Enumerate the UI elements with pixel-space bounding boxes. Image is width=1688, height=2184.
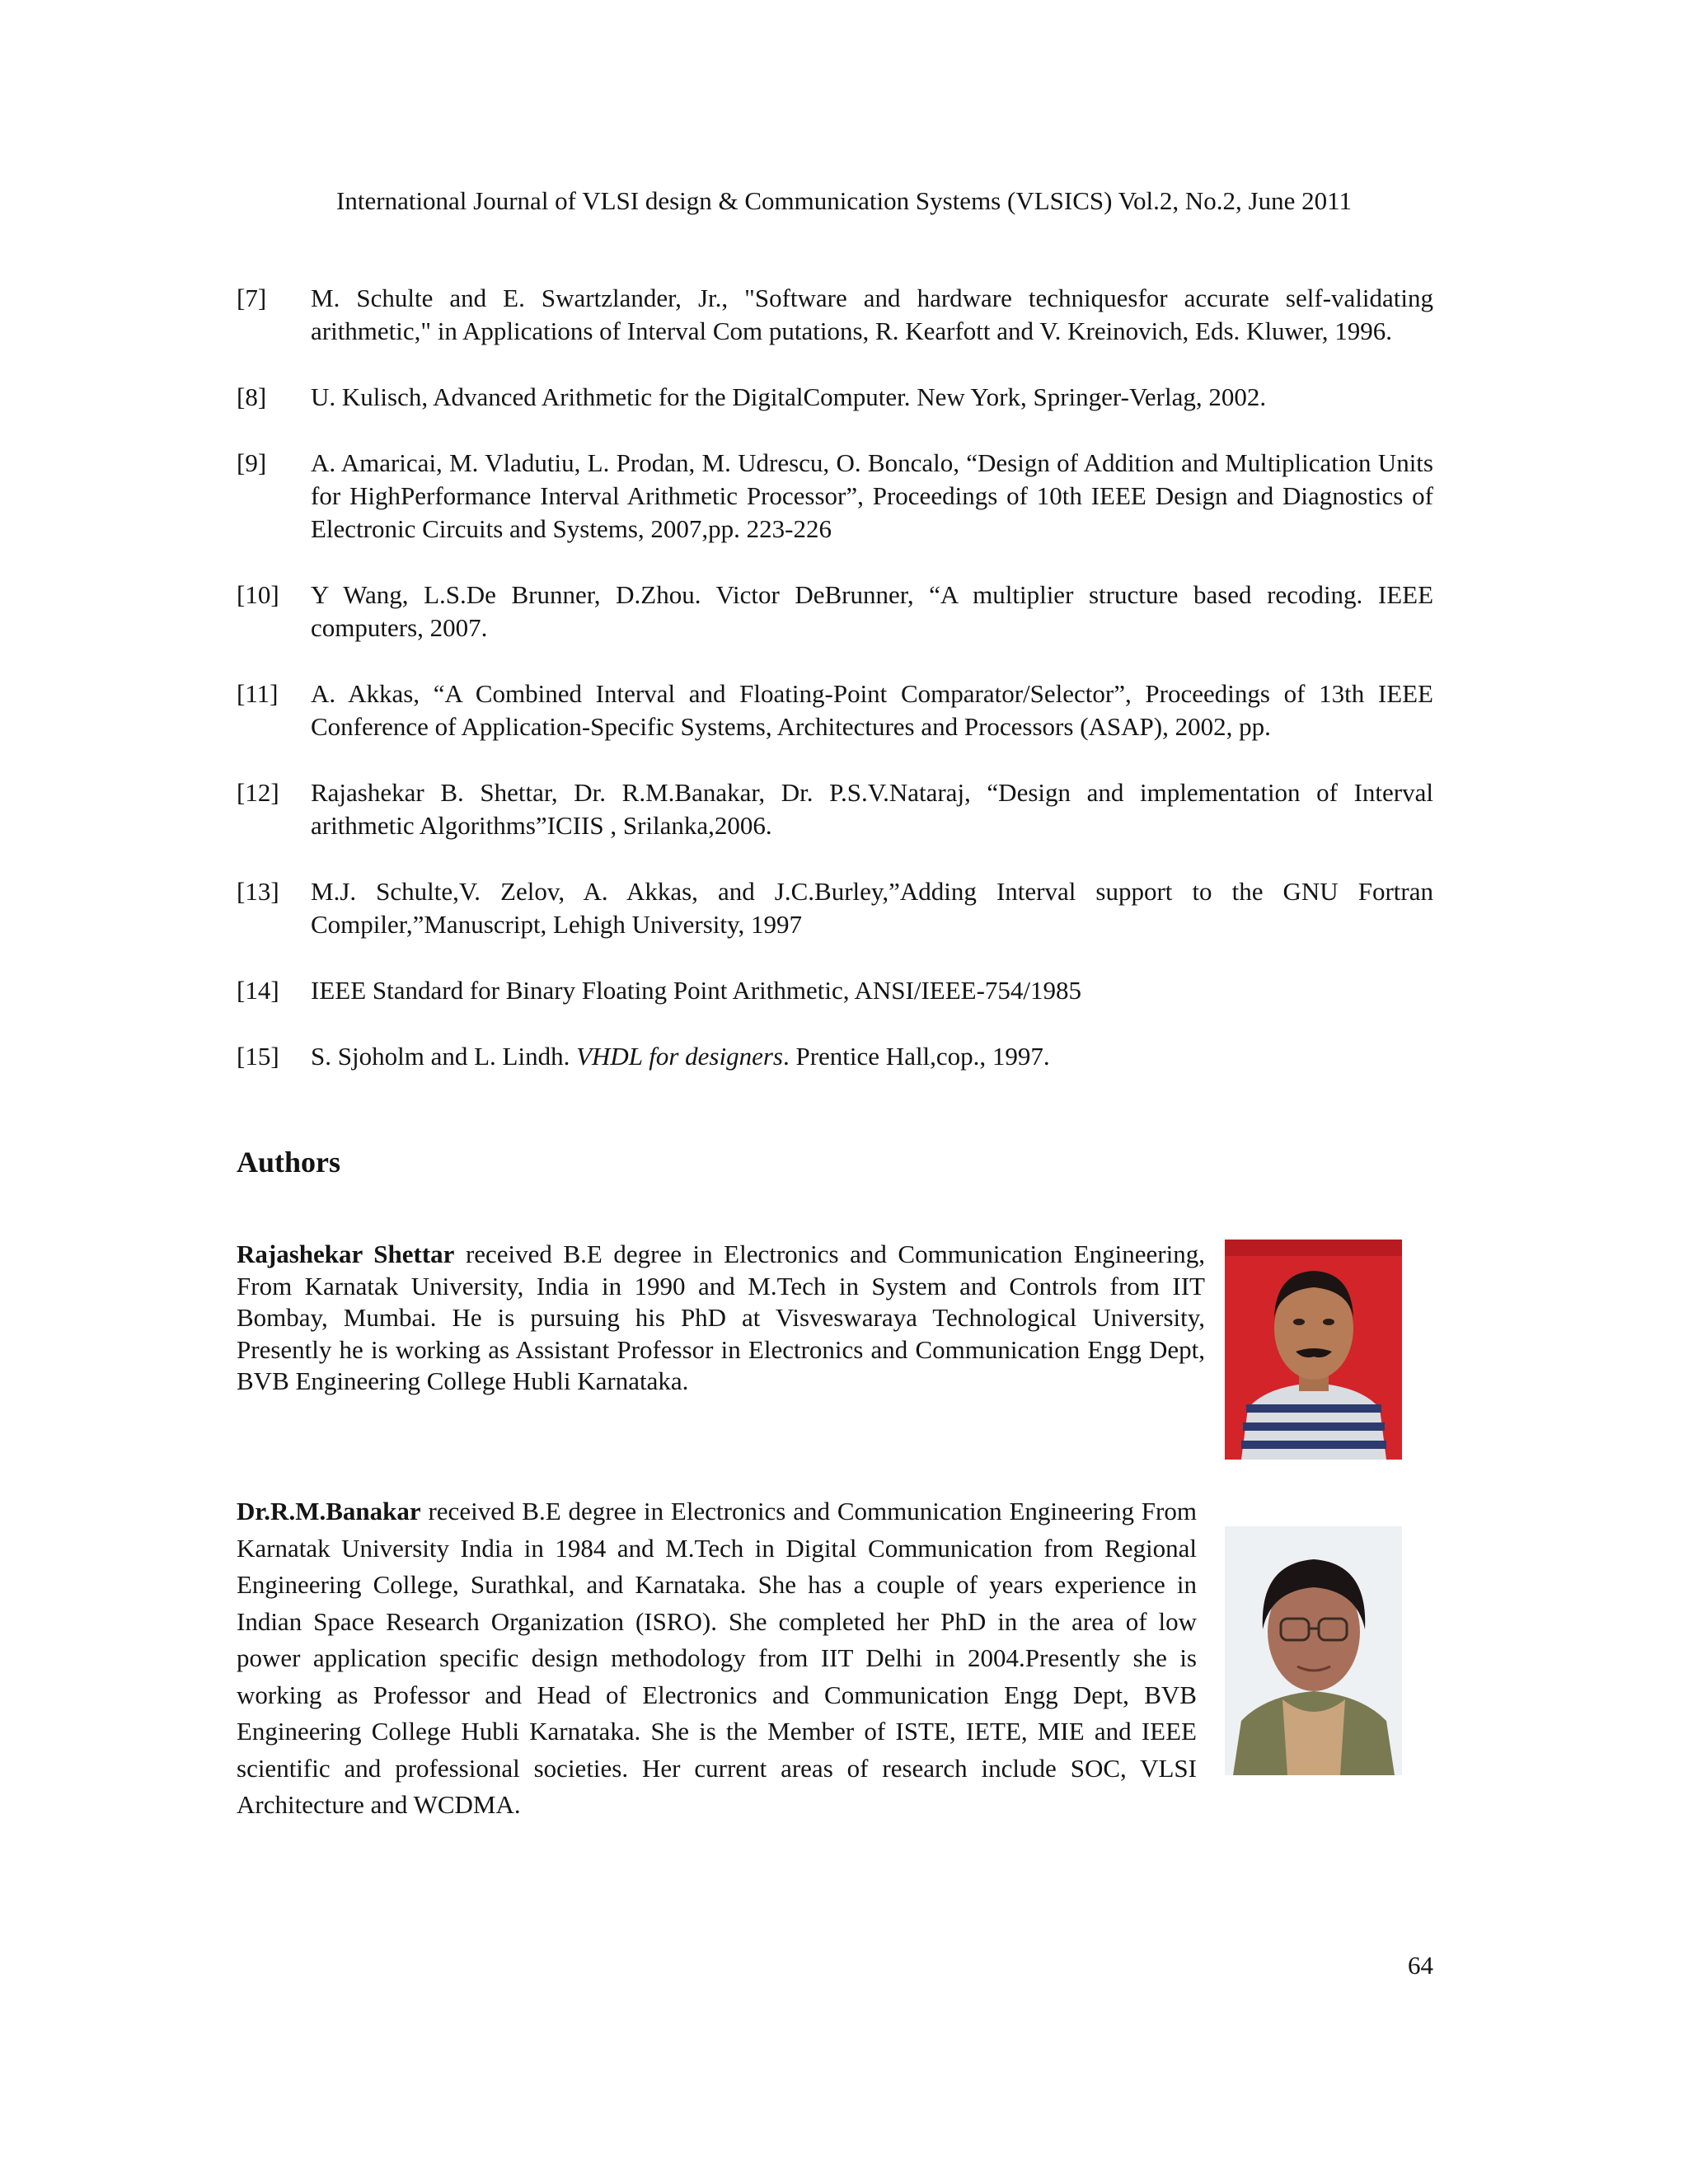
- reference-14: [237, 974, 1433, 1007]
- reference-text: M. Schulte and E. Swartzlander, Jr., "Software and hardware techniquesfor accurate self-validating arithmetic," in Applications of Interval Com putations, R. Kearfott and V. Kreinovich, Eds. Kluwer, 1996.: [311, 284, 1433, 345]
- reference-book-title: VHDL for designers: [576, 1042, 783, 1071]
- reference-text: A. Akkas, “A Combined Interval and Floating-Point Comparator/Selector”, Proceedings of 13th IEEE Conference of Application-Specific Systems, Architectures and Processors (ASAP), 2002, pp.: [311, 679, 1433, 741]
- reference-number: [8]: [237, 382, 267, 411]
- authors-heading: Authors: [237, 1146, 341, 1179]
- reference-text: Rajashekar B. Shettar, Dr. R.M.Banakar, Dr. P.S.V.Nataraj, “Design and implementation of Interval arithmetic Algorithms”ICIIS , Srilanka,2006.: [311, 778, 1433, 840]
- author-bio-text: received B.E degree in Electronics and Communication Engineering, From Karnatak University, India in 1990 and M.Tech in System and Controls from IIT Bombay, Mumbai. He is pursuing his PhD at Visveswaraya Technological University, Presently he is working as Assistant Professor in Electronics and Communication Engg Dept, BVB Engineering College Hubli Karnataka.: [237, 1240, 1205, 1395]
- reference-text-part: S. Sjoholm and L. Lindh.: [311, 1042, 577, 1071]
- reference-10: [237, 579, 1433, 644]
- author-photo-banakar: [1225, 1526, 1402, 1775]
- reference-text: Y Wang, L.S.De Brunner, D.Zhou. Victor DeBrunner, “A multiplier structure based recoding. IEEE computers, 2007.: [311, 580, 1433, 642]
- reference-number: [9]: [237, 448, 267, 477]
- reference-text: [311, 1040, 1433, 1073]
- reference-15: [237, 1040, 1433, 1073]
- reference-number: [13]: [237, 877, 279, 906]
- reference-13: [237, 875, 1433, 941]
- reference-12: [237, 776, 1433, 842]
- reference-number: [10]: [237, 580, 279, 609]
- reference-8: [237, 381, 1433, 414]
- reference-text-part: . Prentice Hall,cop., 1997.: [782, 1042, 1050, 1071]
- reference-number: [14]: [237, 976, 279, 1005]
- author-bio-text: received B.E degree in Electronics and Communication Engineering From Karnatak University India in 1984 and M.Tech in Digital Communication from Regional Engineering College, Surathkal, and Karnataka. She has a couple of years experience in Indian Space Research Organization (ISRO). She completed her PhD in the area of low power application specific design methodology from IIT Delhi in 2004.Presently she is working as Professor and Head of Electronics and Communication Engg Dept, BVB Engineering College Hubli Karnataka. She is the Member of ISTE, IETE, MIE and IEEE scientific and professional societies. Her current areas of research include SOC, VLSI Architecture and WCDMA.: [237, 1497, 1197, 1819]
- reference-text: M.J. Schulte,V. Zelov, A. Akkas, and J.C.Burley,”Adding Interval support to the GNU Fortran Compiler,”Manuscript, Lehigh University, 1997: [311, 877, 1433, 939]
- author-bio-shettar: [237, 1239, 1205, 1398]
- reference-number: [15]: [237, 1042, 279, 1071]
- reference-text: A. Amaricai, M. Vladutiu, L. Prodan, M. Udrescu, O. Boncalo, “Design of Addition and Multiplication Units for HighPerformance Interval Arithmetic Processor”, Proceedings of 10th IEEE Design and Diagnostics of Electronic Circuits and Systems, 2007,pp. 223-226: [311, 448, 1433, 543]
- reference-11: [237, 677, 1433, 743]
- running-head: International Journal of VLSI design & Communication Systems (VLSICS) Vol.2, No.2, June 2011: [336, 186, 1352, 215]
- author-name: Rajashekar Shettar: [237, 1240, 455, 1268]
- reference-7: [237, 282, 1433, 348]
- reference-9: [237, 447, 1433, 546]
- reference-list: [237, 282, 1433, 1106]
- reference-number: [12]: [237, 778, 279, 807]
- author-name: Dr.R.M.Banakar: [237, 1497, 421, 1526]
- reference-text: U. Kulisch, Advanced Arithmetic for the DigitalComputer. New York, Springer-Verlag, 2002.: [311, 382, 1267, 411]
- author-bio-banakar: [237, 1493, 1197, 1824]
- reference-number: [7]: [237, 284, 267, 312]
- page-number: 64: [1408, 1951, 1433, 1980]
- reference-text: IEEE Standard for Binary Floating Point Arithmetic, ANSI/IEEE-754/1985: [311, 976, 1082, 1005]
- author-photo-shettar: [1225, 1240, 1402, 1460]
- reference-number: [11]: [237, 679, 279, 708]
